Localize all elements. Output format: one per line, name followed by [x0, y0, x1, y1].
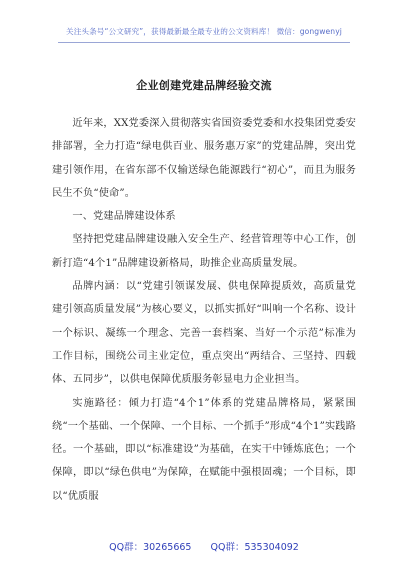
- paragraph-intro: 近年来，XX党委深入贯彻落实省国资委党委和水投集团党委安排部署，全力打造“绿电供百业、服务惠万家”的党建品牌，突出党建引领作用，在省东部不仅输送绿色能源践行“初心”，而且为服务民生不负“使命”。: [52, 118, 356, 199]
- footer-qq-groups: [0, 539, 408, 553]
- footer-qq-group-2[interactable]: QQ群：535304092: [210, 542, 299, 553]
- section-heading: 一、党建品牌建设体系: [72, 211, 176, 223]
- document-title: 企业创建党建品牌经验交流: [136, 79, 272, 92]
- paragraph-connotation: 品牌内涵：以“党建引领谋发展、供电保障提质效，高质量党建引领高质量发展”为核心要义，以抓实抓好“叫响一个名称、设计一个标识、凝练一个理念、完善一套档案、当好一个示范”标准为工作目标，围绕公司主业定位，重点突出“两结合、三坚持、四载体、五同步”，以供电保障优质服务彰显电力企业担当。: [52, 281, 356, 386]
- footer-qq-group-1[interactable]: QQ群：30265665: [109, 542, 192, 553]
- document-body: [52, 112, 356, 508]
- header-banner[interactable]: 关注头条号“公文研究”，获得最新最全最专业的公文资料库！ 微信：gongwenyj: [66, 27, 342, 36]
- paragraph-path: 实施路径：倾力打造“4个1”体系的党建品牌格局，紧紧围绕“一个基础、一个保障、一个目标、一个抓手”形成“4个1”实践路径。一个基础，即以“标准建设”为基础，在实干中锤炼底色；一个保障，即以“绿色供电”为保障，在赋能中强根固魂；一个目标，即以“优质服: [52, 397, 356, 502]
- paragraph-system: 坚持把党建品牌建设融入安全生产、经营管理等中心工作，创新打造“4个1”品牌建设新格局，助推企业高质量发展。: [52, 234, 356, 269]
- header-divider: [58, 42, 350, 43]
